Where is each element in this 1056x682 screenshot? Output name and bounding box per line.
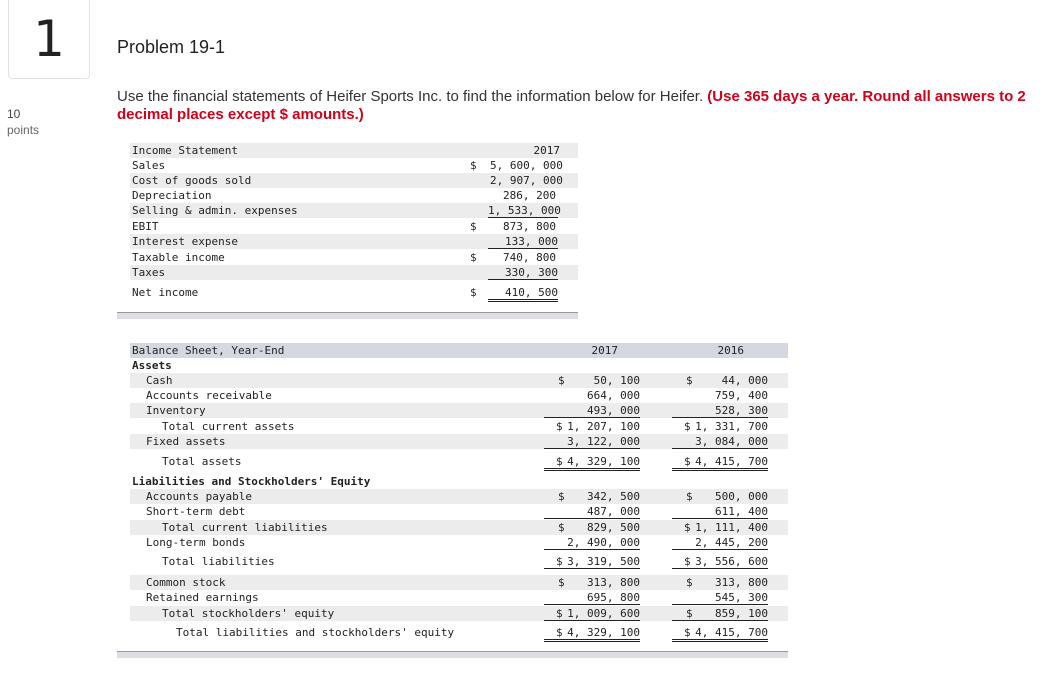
dollar-sign: $ (558, 374, 565, 387)
value-2016: 859, 100 (672, 606, 768, 621)
table-row (130, 454, 788, 469)
table-row (130, 554, 788, 569)
value-2016: 1, 111, 400 (695, 521, 768, 534)
row-label: Total assets (162, 455, 242, 468)
table-row (130, 434, 788, 449)
row-label: EBIT (132, 220, 159, 233)
problem-title: Problem 19-1 (117, 37, 226, 57)
row-value: 410, 500 (488, 285, 558, 302)
table-row (130, 203, 578, 218)
row-value: 133, 000 (488, 234, 558, 249)
row-label: Long-term bonds (146, 536, 246, 549)
table-row (130, 606, 788, 621)
row-value: 1, 533, 000 (488, 204, 561, 217)
value-2017: 695, 800 (544, 590, 640, 605)
table-row (130, 590, 788, 605)
dollar-sign: $ (686, 607, 693, 620)
table-row (130, 219, 578, 234)
income-statement-year: 2017 (533, 144, 560, 157)
row-label: Interest expense (132, 235, 238, 248)
row-label: Cash (146, 374, 173, 387)
dollar-sign: $ (686, 374, 693, 387)
row-label: Total stockholders' equity (162, 607, 335, 620)
value-2017: 1, 009, 600 (544, 606, 640, 621)
value-2017: 1, 207, 100 (567, 420, 640, 433)
table-row (130, 388, 788, 403)
table-row (130, 520, 788, 535)
value-2016: 545, 300 (672, 590, 768, 605)
row-label: Accounts receivable (146, 389, 272, 402)
value-2017: 3, 122, 000 (544, 434, 640, 449)
row-label: Taxable income (132, 251, 225, 264)
table-row (130, 234, 578, 249)
question-number: 1 (8, 0, 90, 79)
table-row (130, 625, 788, 640)
table-row (130, 419, 788, 434)
section-label: Assets (132, 359, 172, 372)
instructions-text: Use the financial statements of Heifer Sports Inc. to find the information below for Heifer. (117, 88, 704, 105)
table-row (130, 265, 578, 280)
dollar-sign: $ (470, 286, 477, 299)
income-statement-table (130, 143, 578, 323)
dollar-sign: $ (684, 420, 691, 433)
value-2016: 3, 556, 600 (672, 554, 768, 569)
value-2017: 2, 490, 000 (544, 535, 640, 550)
dollar-sign: $ (556, 555, 563, 568)
balance-sheet-header-row (130, 343, 788, 358)
table-row (130, 285, 578, 300)
balance-sheet-header: Balance Sheet, Year-End (132, 344, 285, 357)
row-label: Total current assets (162, 420, 295, 433)
table-row (130, 535, 788, 550)
table-row (130, 504, 788, 519)
table-row (130, 489, 788, 504)
row-label: Fixed assets (146, 435, 226, 448)
dollar-sign: $ (684, 455, 691, 468)
value-2017: 50, 100 (593, 374, 640, 387)
row-label: Retained earnings (146, 591, 259, 604)
row-label: Short-term debt (146, 505, 246, 518)
row-label: Selling & admin. expenses (132, 204, 298, 217)
row-label: Total liabilities and stockholders' equity (176, 626, 455, 639)
table-row (130, 173, 578, 188)
year-2016: 2016 (717, 344, 744, 357)
table-end-bar (117, 312, 578, 319)
dollar-sign: $ (558, 490, 565, 503)
instructions-note: (Use 365 days a year. Round all answers to 2 decimal places except $ amounts.) (117, 88, 1026, 123)
value-2017: 313, 800 (587, 576, 640, 589)
row-value: 873, 800 (503, 220, 556, 233)
dollar-sign: $ (684, 555, 691, 568)
value-2016: 500, 000 (715, 490, 768, 503)
balance-sheet-table (130, 343, 788, 648)
dollar-sign: $ (556, 420, 563, 433)
row-label: Total liabilities (162, 555, 275, 568)
row-label: Accounts payable (146, 490, 252, 503)
row-label: Net income (132, 286, 199, 299)
year-2017: 2017 (591, 344, 618, 357)
value-2016: 1, 331, 700 (695, 420, 768, 433)
value-2017: 342, 500 (587, 490, 640, 503)
row-value: 286, 200 (503, 189, 556, 202)
value-2017: 487, 000 (544, 504, 640, 519)
instructions (117, 88, 1052, 124)
value-2017: 664, 000 (587, 389, 640, 402)
table-row (130, 403, 788, 418)
dollar-sign: $ (470, 220, 477, 233)
value-2016: 759, 400 (715, 389, 768, 402)
table-row (130, 373, 788, 388)
row-label: Inventory (146, 404, 206, 417)
row-label: Total current liabilities (162, 521, 328, 534)
dollar-sign: $ (558, 521, 565, 534)
row-label: Depreciation (132, 189, 212, 202)
value-2017: 4, 329, 100 (544, 625, 640, 642)
table-row (130, 188, 578, 203)
points-label: points (7, 123, 40, 137)
dollar-sign: $ (556, 607, 563, 620)
dollar-sign: $ (470, 251, 477, 264)
dollar-sign: $ (558, 576, 565, 589)
dollar-sign: $ (470, 159, 477, 172)
dollar-sign: $ (556, 626, 563, 639)
table-row (130, 158, 578, 173)
dollar-sign: $ (556, 455, 563, 468)
row-label: Common stock (146, 576, 226, 589)
row-label: Cost of goods sold (132, 174, 252, 187)
points-value: 10 (7, 107, 21, 121)
table-row (130, 575, 788, 590)
row-value: 740, 800 (503, 251, 556, 264)
row-value: 330, 300 (488, 265, 558, 280)
table-row (130, 250, 578, 265)
value-2016: 2, 445, 200 (672, 535, 768, 550)
value-2017: 3, 319, 500 (544, 554, 640, 569)
row-label: Taxes (132, 266, 166, 279)
value-2016: 313, 800 (715, 576, 768, 589)
row-label: Sales (132, 159, 166, 172)
row-value: 2, 907, 000 (490, 174, 563, 187)
income-statement-header-row (130, 143, 578, 158)
value-2016: 44, 000 (721, 374, 768, 387)
row-value: 5, 600, 000 (490, 159, 563, 172)
value-2017: 4, 329, 100 (544, 454, 640, 471)
value-2016: 3, 084, 000 (672, 434, 768, 449)
income-statement-header: Income Statement (132, 144, 238, 157)
value-2016: 611, 400 (672, 504, 768, 519)
dollar-sign: $ (684, 626, 691, 639)
value-2017: 493, 000 (544, 403, 640, 418)
value-2016: 528, 300 (672, 403, 768, 418)
dollar-sign: $ (686, 490, 693, 503)
dollar-sign: $ (686, 576, 693, 589)
value-2016: 4, 415, 700 (672, 454, 768, 471)
value-2017: 829, 500 (587, 521, 640, 534)
section-label: Liabilities and Stockholders' Equity (132, 475, 371, 488)
value-2016: 4, 415, 700 (672, 625, 768, 642)
dollar-sign: $ (684, 521, 691, 534)
table-end-bar (117, 651, 788, 658)
